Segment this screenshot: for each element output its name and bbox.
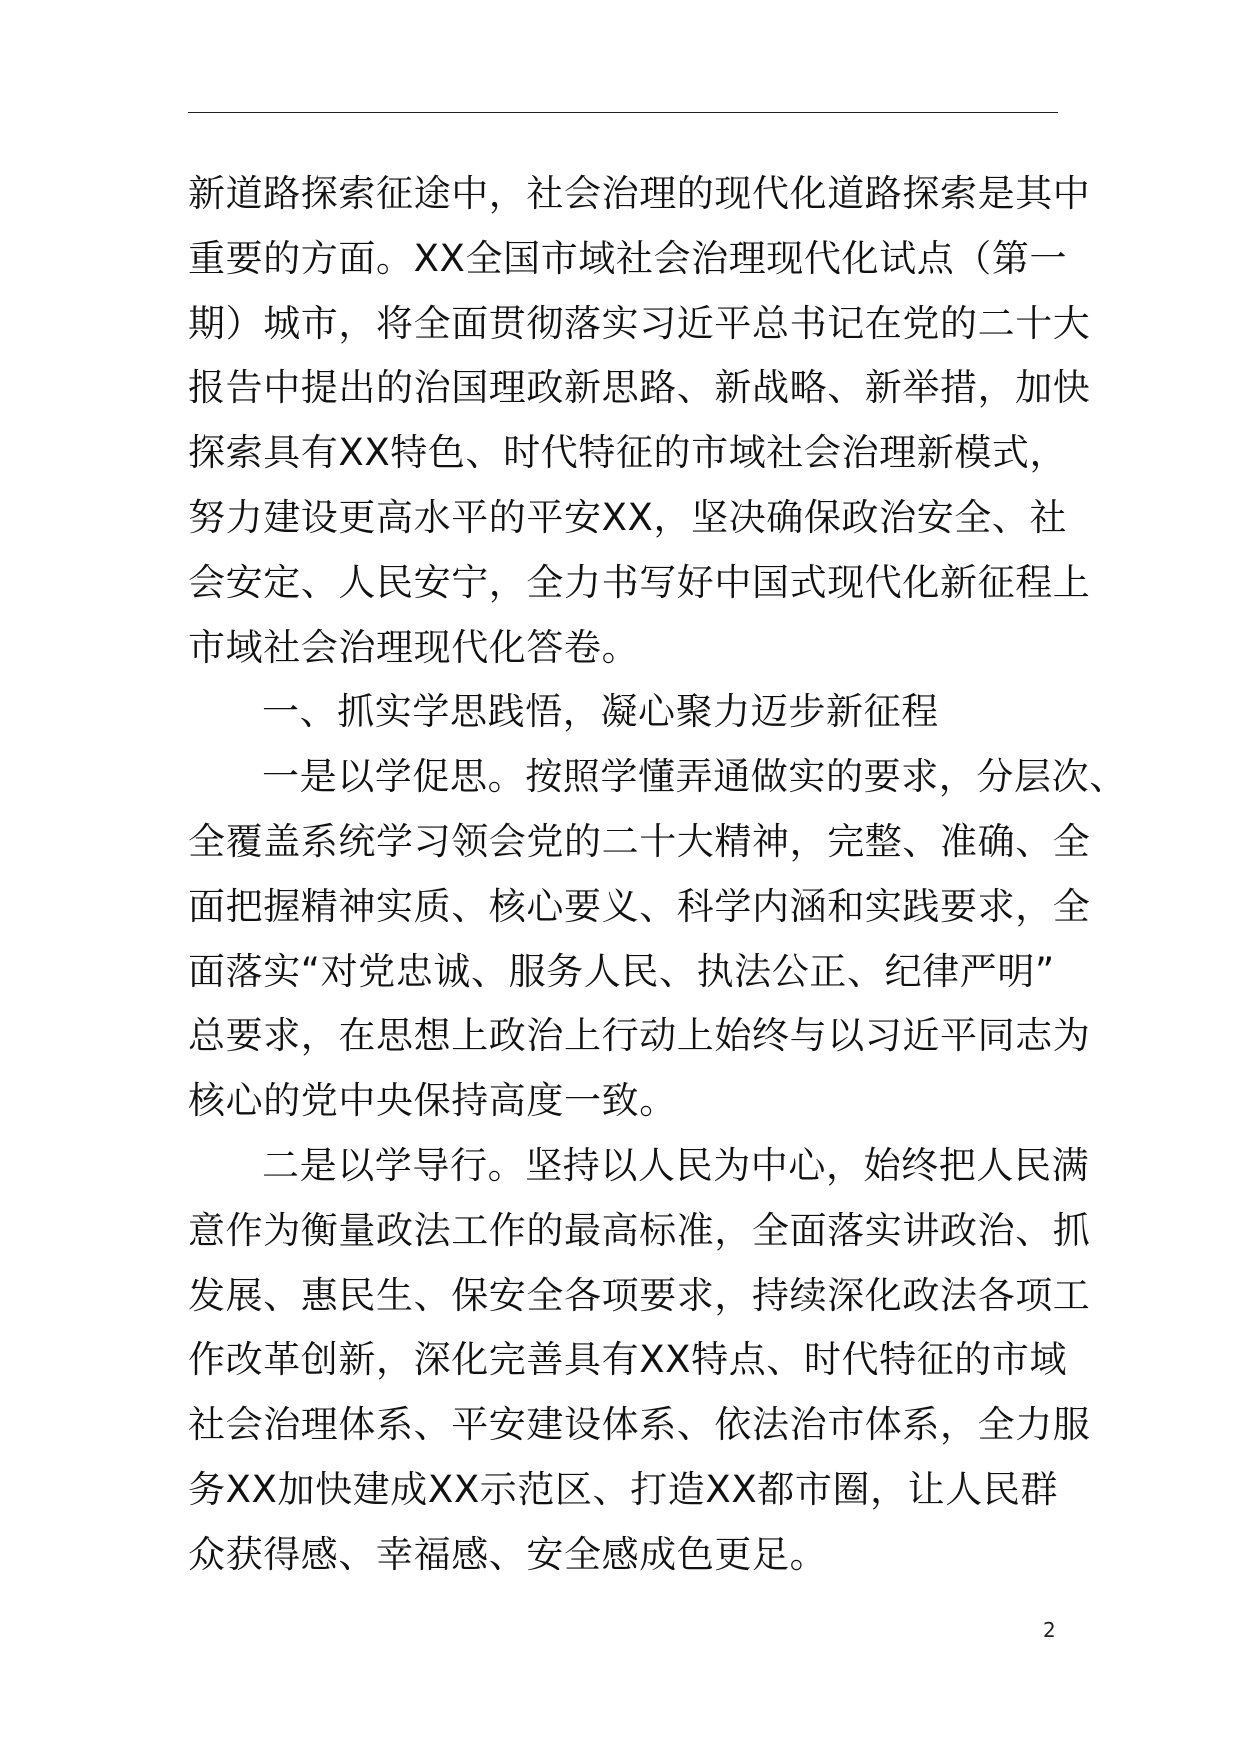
section-heading: 一、抓实学思践悟，凝心聚力迈步新征程: [262, 690, 939, 734]
header-rule: [188, 112, 1058, 113]
body-line: 新道路探索征途中，社会治理的现代化道路探索是其中: [188, 172, 1091, 215]
body-line: 务XX加快建成XX示范区、打造XX都市圈，让人民群: [188, 1467, 1059, 1511]
body-line: 全覆盖系统学习领会党的二十大精神，完整、准确、全: [188, 819, 1091, 863]
body-line: 面把握精神实质、核心要义、科学内涵和实践要求，全: [188, 884, 1091, 928]
body-line: 会安定、人民安宁，全力书写好中国式现代化新征程上: [188, 560, 1091, 604]
body-line: 面落实“对党忠诚、服务人民、执法公正、纪律严明”: [188, 949, 1055, 993]
body-line: 期）城市，将全面贯彻落实习近平总书记在党的二十大: [188, 301, 1091, 345]
body-line: 意作为衡量政法工作的最高标准，全面落实讲政治、抓: [188, 1208, 1091, 1252]
body-line: 报告中提出的治国理政新思路、新战略、新举措，加快: [188, 366, 1091, 410]
body-line: 社会治理体系、平安建设体系、依法治市体系，全力服: [188, 1403, 1091, 1447]
body-line: 作改革创新，深化完善具有XX特点、时代特征的市域: [188, 1338, 1068, 1382]
body-line: 发展、惠民生、保安全各项要求，持续深化政法各项工: [188, 1273, 1091, 1317]
body-line: 众获得感、幸福感、安全感成色更足。: [188, 1532, 828, 1576]
body-line: 总要求，在思想上政治上行动上始终与以习近平同志为: [188, 1014, 1091, 1058]
paragraph-first-line: 一是以学促思。按照学懂弄通做实的要求，分层次、: [262, 755, 1127, 799]
body-line: 重要的方面。XX全国市域社会治理现代化试点（第一: [188, 236, 1068, 280]
document-body: [188, 162, 1127, 1588]
body-line: 市域社会治理现代化答卷。: [188, 625, 640, 669]
body-line: 探索具有XX特色、时代特征的市域社会治理新模式，: [188, 431, 1068, 475]
paragraph-first-line: 二是以学导行。坚持以人民为中心，始终把人民满: [262, 1143, 1090, 1187]
body-line: 核心的党中央保持高度一致。: [188, 1079, 677, 1123]
body-line: 努力建设更高水平的平安XX，坚决确保政治安全、社: [188, 495, 1068, 539]
page-number: 2: [1043, 1618, 1056, 1642]
